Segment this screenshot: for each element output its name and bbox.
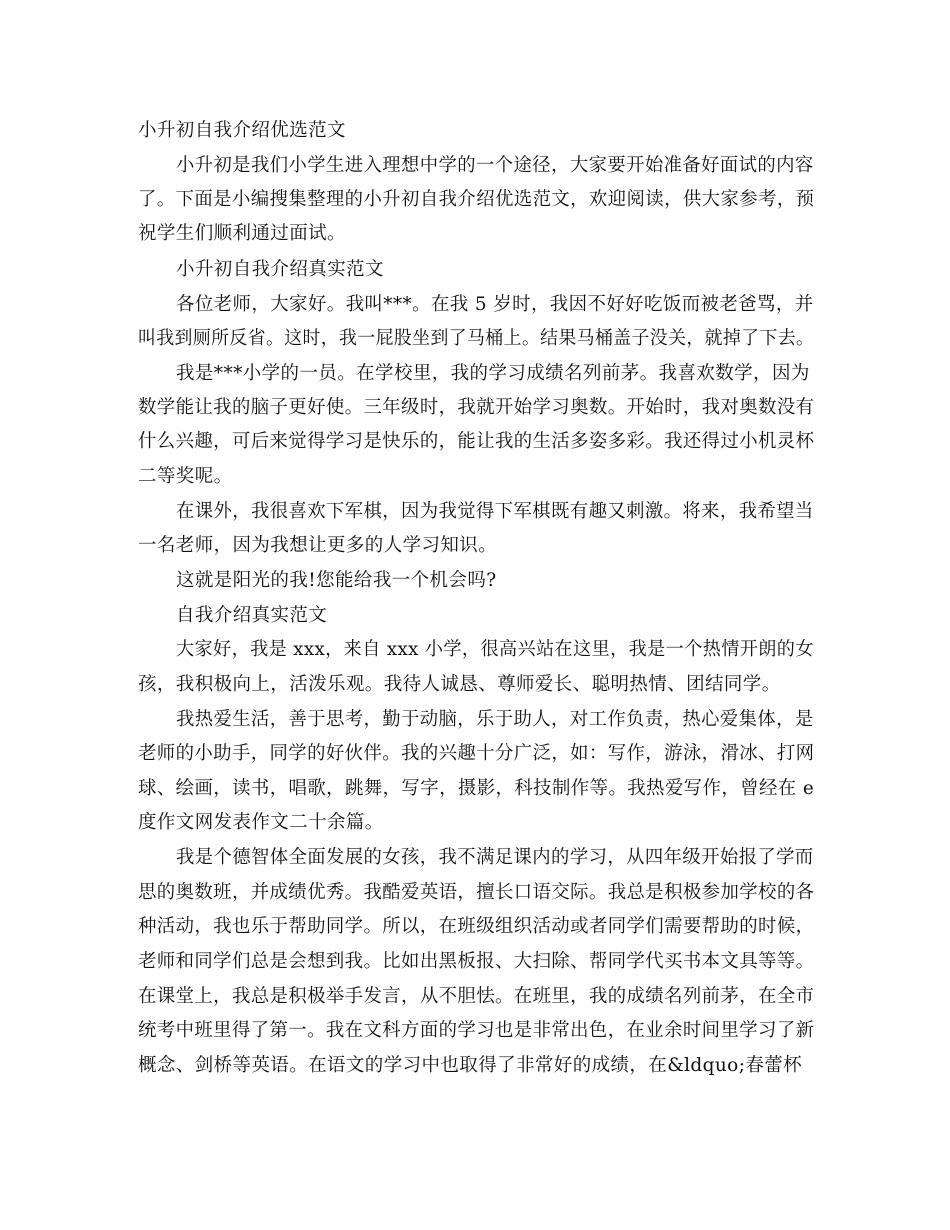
paragraph-line: 球、绘画，读书，唱歌，跳舞，写字，摄影，科技制作等。我热爱写作，曾经在 e <box>138 778 815 799</box>
paragraph-line: 老师和同学们总是会想到我。比如出黑板报、大扫除、帮同学代买书本文具等等。 <box>138 951 815 972</box>
paragraph-line: 概念、剑桥等英语。在语文的学习中也取得了非常好的成绩，在&ldquo;春蕾杯 <box>138 1055 803 1076</box>
paragraph-line: 叫我到厕所反省。这时，我一屁股坐到了马桶上。结果马桶盖子没关，就掉了下去。 <box>138 328 815 349</box>
paragraph-line: 大家好，我是 xxx，来自 xxx 小学，很高兴站在这里，我是一个热情开朗的女 <box>176 639 814 660</box>
document-title: 小升初自我介绍优选范文 <box>138 120 346 141</box>
paragraph-line: 在课外，我很喜欢下军棋，因为我觉得下军棋既有趣又刺激。将来，我希望当 <box>176 501 814 522</box>
paragraph-line: 统考中班里得了第一。我在文科方面的学习也是非常出色，在业余时间里学习了新 <box>138 1020 815 1041</box>
paragraph-line: 思的奥数班，并成绩优秀。我酷爱英语，擅长口语交际。我总是积极参加学校的各 <box>138 882 815 903</box>
paragraph-line: 老师的小助手，同学的好伙伴。我的兴趣十分广泛，如：写作，游泳，滑冰、打网 <box>138 743 815 764</box>
paragraph-line: 种活动，我也乐于帮助同学。所以，在班级组织活动或者同学们需要帮助的时候， <box>138 916 815 937</box>
paragraph-line: 祝学生们顺利通过面试。 <box>138 223 346 244</box>
paragraph-line: 什么兴趣，可后来觉得学习是快乐的，能让我的生活多姿多彩。我还得过小机灵杯 <box>138 431 815 452</box>
paragraph-line: 我热爱生活，善于思考，勤于动脑，乐于助人，对工作负责，热心爱集体，是 <box>176 709 814 730</box>
paragraph-line: 孩，我积极向上，活泼乐观。我待人诚恳、尊师爱长、聪明热情、团结同学。 <box>138 674 781 695</box>
paragraph-line: 各位老师，大家好。我叫***。在我 5 岁时，我因不好好吃饭而被老爸骂，并 <box>176 294 814 315</box>
paragraph-line: 在课堂上，我总是积极举手发言，从不胆怯。在班里，我的成绩名列前茅，在全市 <box>138 986 815 1007</box>
paragraph-line: 小升初是我们小学生进入理想中学的一个途径，大家要开始准备好面试的内容 <box>176 155 814 176</box>
paragraph-line: 一名老师，因为我想让更多的人学习知识。 <box>138 535 498 556</box>
paragraph-line: 了。下面是小编搜集整理的小升初自我介绍优选范文，欢迎阅读，供大家参考，预 <box>138 189 815 210</box>
paragraph-line: 我是***小学的一员。在学校里，我的学习成绩名列前茅。我喜欢数学，因为 <box>176 363 810 384</box>
paragraph-line: 这就是阳光的我!您能给我一个机会吗? <box>176 570 497 591</box>
paragraph-line: 度作文网发表作文二十余篇。 <box>138 812 384 833</box>
paragraph-line: 二等奖呢。 <box>138 466 233 487</box>
section-heading: 小升初自我介绍真实范文 <box>176 259 384 280</box>
section-heading: 自我介绍真实范文 <box>176 605 328 626</box>
paragraph-line: 我是个德智体全面发展的女孩，我不满足课内的学习，从四年级开始报了学而 <box>176 847 814 868</box>
paragraph-line: 数学能让我的脑子更好使。三年级时，我就开始学习奥数。开始时，我对奥数没有 <box>138 397 815 418</box>
